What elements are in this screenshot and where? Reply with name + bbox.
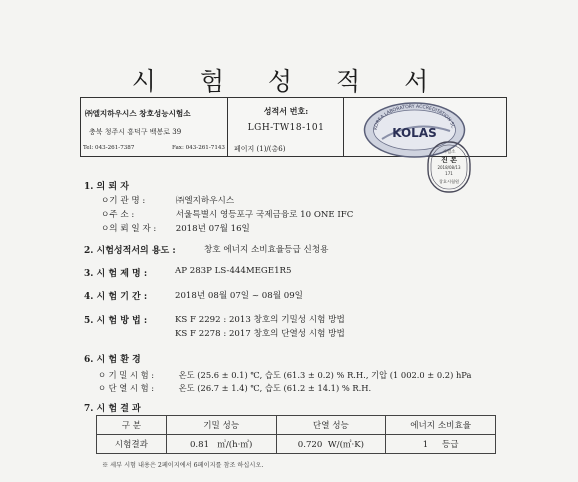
header-energy: 에너지 소비효율 <box>386 416 496 435</box>
seal-top-text: 시험소 <box>442 150 456 155</box>
section-4-title: 4. 시 험 기 간 : <box>84 292 148 302</box>
seal-num-text: 171 <box>445 171 453 176</box>
row-label: 시험결과 <box>97 435 167 454</box>
section-6-title: 6. 시 험 환 경 <box>84 355 141 365</box>
header-thermal: 단열 성능 <box>276 416 386 435</box>
section-2-title: 2. 시험성적서의 용도 : <box>84 246 176 256</box>
test-period-text: 2018년 08월 07일 ~ 08월 09일 <box>175 291 303 301</box>
lab-fax: Fax: 043-261-7143 <box>171 145 225 151</box>
section-3-title: 3. 시 험 제 명 : <box>84 269 148 279</box>
test-method-line-2: KS F 2278 : 2017 창호의 단열성 시험 방법 <box>175 329 345 339</box>
purpose-text: 창호 에너지 소비효율등급 신청용 <box>204 245 329 255</box>
energy-grade-result: 1 등급 <box>386 435 496 454</box>
lab-name: ㈜엘지하우시스 창호성능시험소 <box>85 109 191 118</box>
seal-stamp-icon <box>426 140 472 194</box>
section-1-title: 1. 의 뢰 자 <box>84 182 129 192</box>
client-name-row: ㅇ기 관 명 : ㈜엘지하우시스 <box>101 196 235 206</box>
thermal-result: 0.720 W/(㎡·K) <box>276 435 386 454</box>
results-table <box>96 415 496 454</box>
section-5-title: 5. 시 험 방 법 : <box>84 316 148 326</box>
env-airtight-row: ㅇ 기 밀 시 험 : 온도 (25.6 ± 0.1) ℃, 습도 (61.3 ± 0.2) % R.H., 기압 (1 002.0 ± 0.2) hPa <box>98 370 472 380</box>
certificate-cell <box>228 98 344 156</box>
lab-tel: Tel: 043-261-7387 <box>83 145 135 151</box>
page-indicator: 페이지 (1)/(총6) <box>234 145 286 153</box>
kolas-ring-text: KOREA LABORATORY ACCREDITATION SC <box>373 104 455 131</box>
env-thermal-row: ㅇ 단 열 시 험 : 온도 (26.7 ± 1.4) ℃, 습도 (61.2 ± 14.1) % R.H. <box>98 383 372 393</box>
table-header-row <box>97 416 496 435</box>
lab-address: 충북 청주시 흥덕구 백봉로 39 <box>89 128 182 136</box>
table-row <box>97 435 496 454</box>
seal-bottom-text: 창호시험원 <box>438 179 460 184</box>
seal-date-text: 2018/08/13 <box>437 165 461 170</box>
header-category: 구 분 <box>97 416 167 435</box>
certificate-label: 성적서 번호: <box>263 106 309 116</box>
footnote: ※ 세부 시험 내용은 2페이지에서 6페이지를 참조 하십시오. <box>102 462 264 469</box>
airtight-result: 0.81 ㎥/(h·㎡) <box>166 435 276 454</box>
test-method-line-1: KS F 2292 : 2013 창호의 기밀성 시험 방법 <box>175 315 345 325</box>
kolas-logo-text: KOLAS <box>392 126 437 140</box>
client-date-row: ㅇ의 뢰 일 자 : 2018년 07월 16일 <box>101 224 250 234</box>
section-7-title: 7. 시 험 결 과 <box>84 404 141 414</box>
test-title-text: AP 283P LS-444MEGE1R5 <box>175 266 292 276</box>
lab-info-cell <box>81 98 228 156</box>
document-title: 시 험 성 적 서 <box>131 67 447 96</box>
seal-main-text: 진 본 <box>441 156 457 164</box>
lab-contact <box>83 145 228 151</box>
header-airtight: 기밀 성능 <box>166 416 276 435</box>
client-address-row: ㅇ주 소 : 서울특별시 영등포구 국제금융로 10 ONE IFC <box>101 210 354 220</box>
certificate-number: LGH-TW18-101 <box>247 123 325 133</box>
